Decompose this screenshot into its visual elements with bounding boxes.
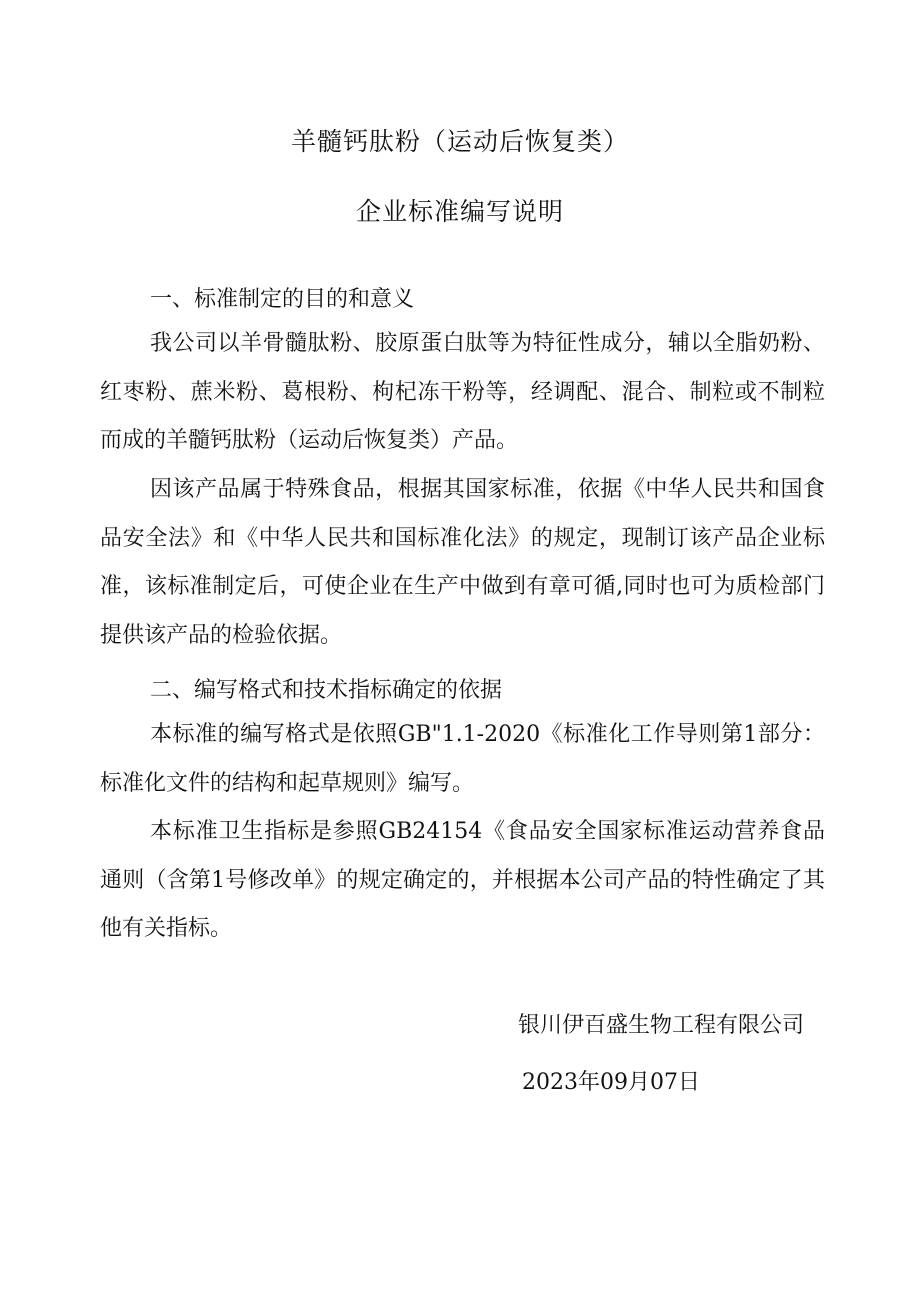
section-heading-basis: 二、编写格式和技术指标确定的依据 [150, 678, 503, 703]
paragraph-legal-basis: 因该产品属于特殊食品，根据其国家标准，依据《中华人民共和国食品安全法》和《中华人民共和国标准化法》的规定，现制订该产品企业标准，该标准制定后，可使企业在生产中做到有章可循,同时也可为质检部门提供该产品的检验依据。 [100, 477, 825, 648]
section-heading-purpose: 一、标准制定的目的和意义 [150, 287, 415, 312]
paragraph-product-description: 我公司以羊骨髓肽粉、胶原蛋白肽等为特征性成分，辅以全脂奶粉、红枣粉、蔗米粉、葛根粉、枸杞冻干粉等，经调配、混合、制粒或不制粒而成的羊髓钙肽粉（运动后恢复类）产品。 [100, 331, 825, 453]
paragraph-hygiene-indicators: 本标准卫生指标是参照GB24154《食品安全国家标准运动营养食品通则（含第1号修改单》的规定确定的，并根据本公司产品的特性确定了其他有关指标。 [100, 819, 825, 941]
paragraph-format-basis: 本标准的编写格式是依照GB"1.1-2020《标准化工作导则第1部分：标准化文件的结构和起草规则》编写。 [100, 722, 825, 796]
signature-company: 银川伊百盛生物工程有限公司 [518, 1013, 805, 1038]
document-title: 羊髓钙肽粉（运动后恢复类） [290, 127, 629, 156]
document-subtitle: 企业标准编写说明 [355, 197, 564, 226]
signature-date: 2023年09月07日 [522, 1070, 700, 1095]
